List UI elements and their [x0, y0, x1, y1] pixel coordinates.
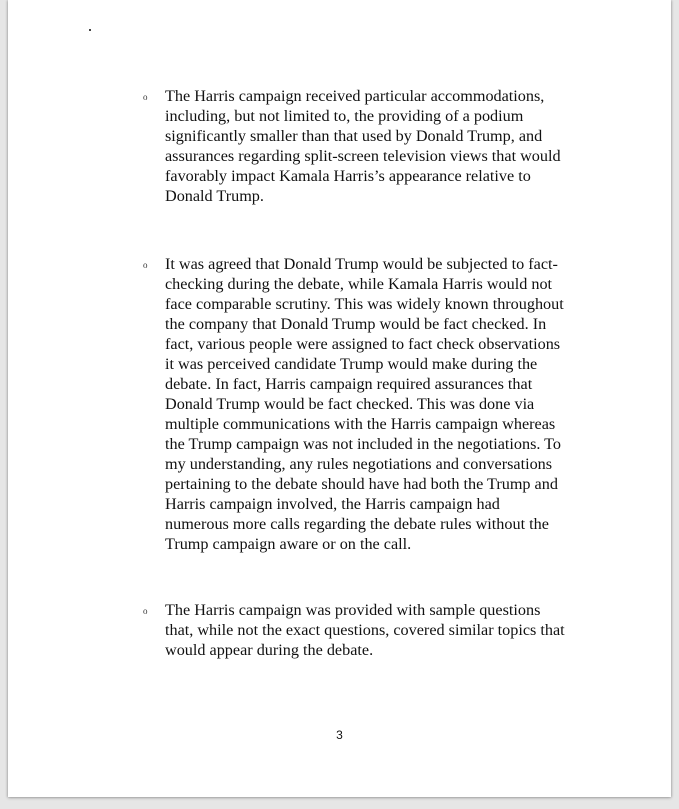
- text-line: would appear during the debate.: [165, 641, 374, 659]
- text-line: debate. In fact, Harris campaign required assurances that: [165, 375, 533, 393]
- text-line: numerous more calls regarding the debate rules without the: [165, 515, 549, 533]
- text-line: assurances regarding split-screen television views that would: [165, 147, 561, 165]
- text-line: that, while not the exact questions, covered similar topics that: [165, 621, 565, 639]
- text-line: Donald Trump.: [165, 187, 264, 205]
- text-line: Trump campaign aware or on the call.: [165, 535, 412, 553]
- text-line: multiple communications with the Harris campaign whereas: [165, 415, 556, 433]
- text-line: fact, various people were assigned to fact check observations: [165, 335, 561, 353]
- text-line: the Trump campaign was not included in the negotiations. To: [165, 435, 562, 453]
- text-line: face comparable scrutiny. This was widely known throughout: [165, 295, 564, 313]
- bullet-item-podium-accommodations: [143, 86, 605, 206]
- text-line: The Harris campaign was provided with sample questions: [165, 601, 541, 619]
- hollow-circle-bullet-icon: o: [143, 92, 148, 102]
- bullet-item-sample-questions: [143, 600, 605, 660]
- text-line: significantly smaller than that used by Donald Trump, and: [165, 127, 543, 145]
- bullet-item-fact-checking: [143, 254, 605, 554]
- text-line: favorably impact Kamala Harris’s appearance relative to: [165, 167, 531, 185]
- text-line: pertaining to the debate should have had both the Trump and: [165, 475, 558, 493]
- text-line: checking during the debate, while Kamala Harris would not: [165, 275, 553, 293]
- text-line: the company that Donald Trump would be fact checked. In: [165, 315, 547, 333]
- text-line: it was perceived candidate Trump would make during the: [165, 355, 538, 373]
- text-line: my understanding, any rules negotiations and conversations: [165, 455, 553, 473]
- page-number: 3: [336, 728, 343, 742]
- hollow-circle-bullet-icon: o: [143, 260, 148, 270]
- text-line: Harris campaign involved, the Harris campaign had: [165, 495, 500, 513]
- text-line: It was agreed that Donald Trump would be subjected to fact-: [165, 255, 558, 273]
- text-line: The Harris campaign received particular accommodations,: [165, 87, 545, 105]
- document-page: [8, 0, 671, 797]
- text-line: Donald Trump would be fact checked. This was done via: [165, 395, 535, 413]
- text-line: including, but not limited to, the providing of a podium: [165, 107, 524, 125]
- hollow-circle-bullet-icon: o: [143, 606, 148, 616]
- stray-mark: [89, 29, 91, 31]
